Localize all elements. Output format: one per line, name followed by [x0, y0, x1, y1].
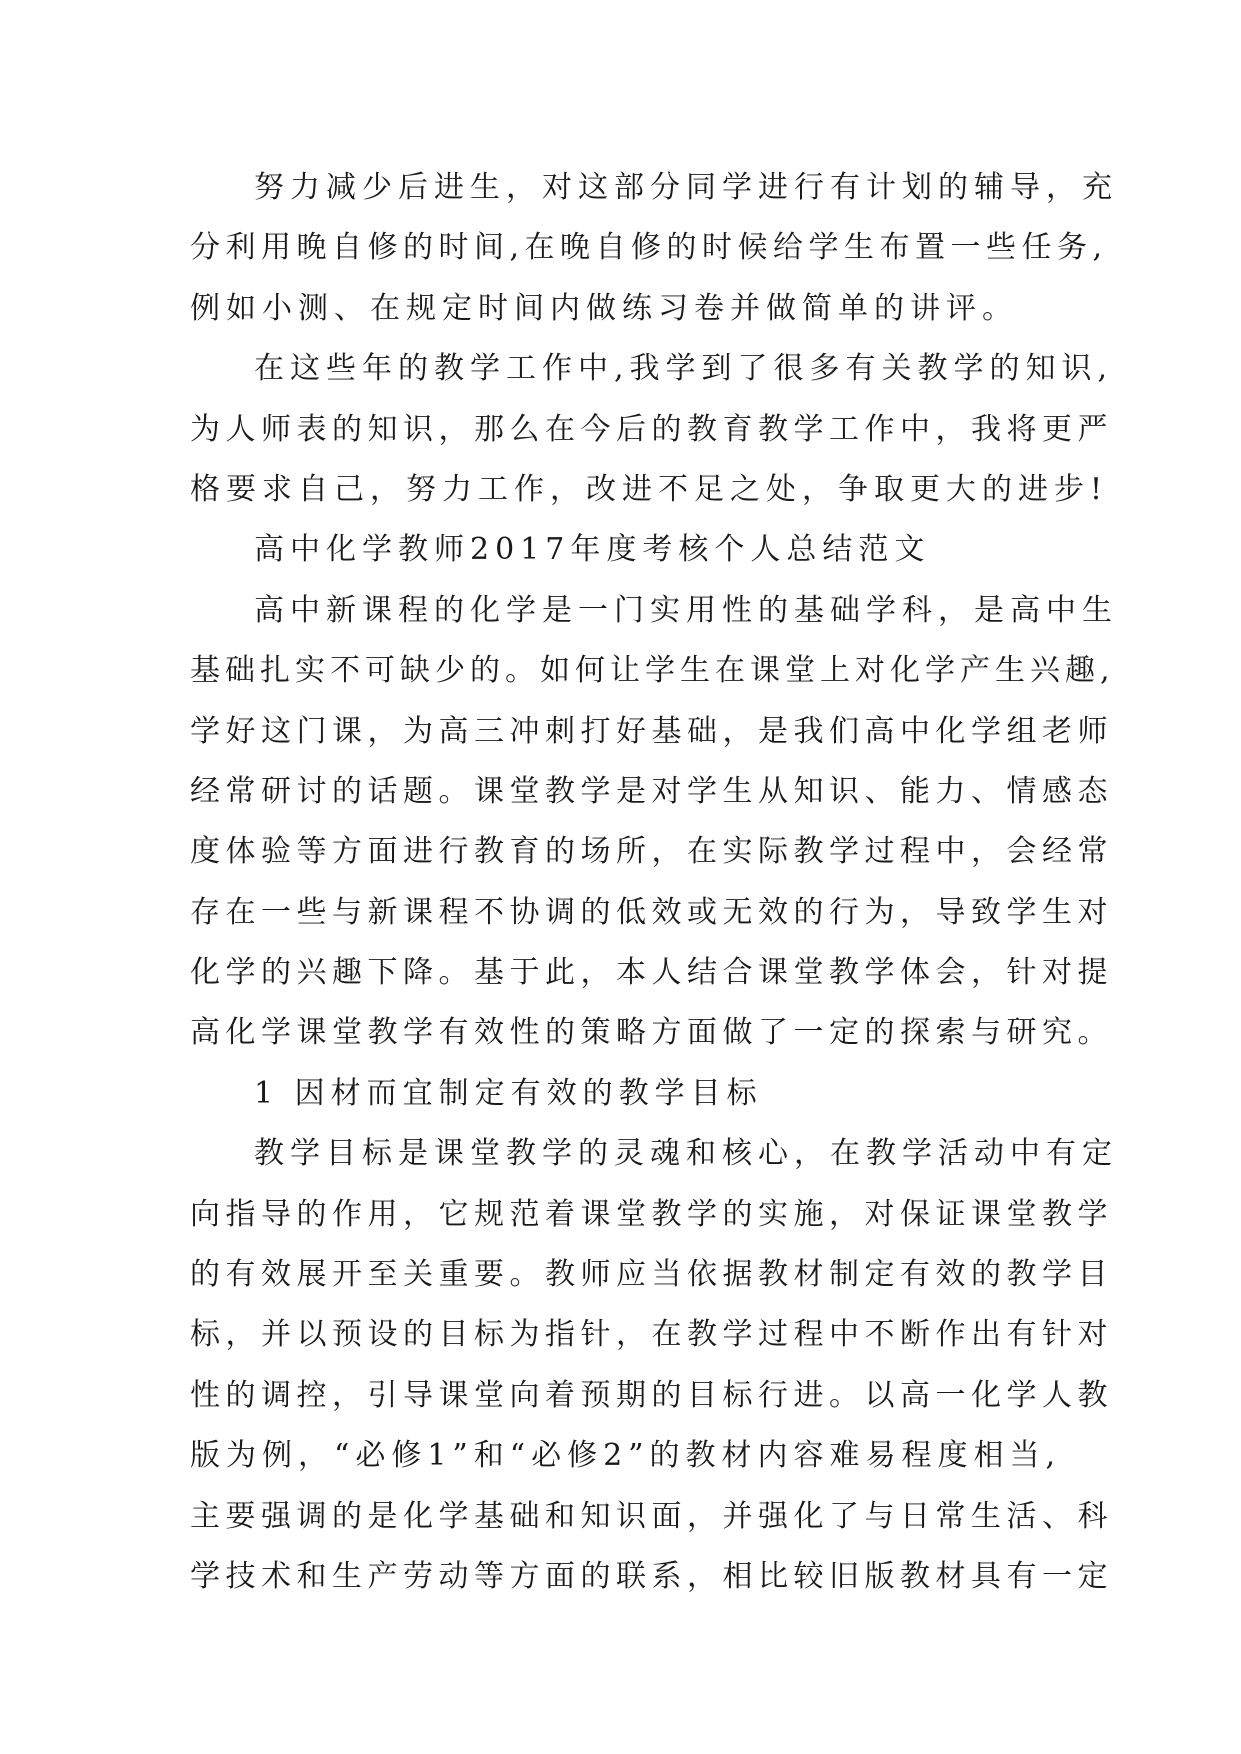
text-line: 经常研讨的话题。课堂教学是对学生从知识、能力、情感态 — [190, 773, 1113, 809]
text-line: 向指导的作用，它规范着课堂教学的实施，对保证课堂教学 — [190, 1196, 1113, 1232]
text-line: 化学的兴趣下降。基于此，本人结合课堂教学体会，针对提 — [190, 955, 1113, 991]
text-line: 版为例，“必修1”和“必修2”的教材内容难易程度相当, — [190, 1438, 1062, 1474]
text-line: 主要强调的是化学基础和知识面，并强化了与日常生活、科 — [190, 1498, 1113, 1534]
text-line: 的有效展开至关重要。教师应当依据教材制定有效的教学目 — [190, 1257, 1113, 1293]
text-line: 努力减少后进生，对这部分同学进行有计划的辅导，充 — [254, 170, 1118, 205]
text-line: 1 因材而宜制定有效的教学目标 — [254, 1075, 763, 1111]
text-line: 教学目标是课堂教学的灵魂和核心，在教学活动中有定 — [254, 1136, 1118, 1172]
text-line: 在这些年的教学工作中,我学到了很多有关教学的知识, — [254, 351, 1114, 387]
text-line: 性的调控，引导课堂向着预期的目标行进。以高一化学人教 — [190, 1377, 1113, 1413]
text-line: 标，并以预设的目标为指针，在教学过程中不断作出有针对 — [190, 1317, 1113, 1353]
text-line: 格要求自己，努力工作，改进不足之处，争取更大的进步! — [190, 471, 1109, 507]
text-line: 存在一些与新课程不协调的低效或无效的行为，导致学生对 — [190, 894, 1113, 930]
text-line: 分利用晚自修的时间,在晚自修的时候给学生布置一些任务, — [190, 230, 1108, 266]
text-line: 高中新课程的化学是一门实用性的基础学科，是高中生 — [254, 592, 1118, 628]
text-line: 例如小测、在规定时间内做练习卷并做简单的讲评。 — [190, 290, 1018, 326]
text-line: 高中化学教师2017年度考核个人总结范文 — [254, 532, 931, 568]
text-line: 为人师表的知识，那么在今后的教育教学工作中，我将更严 — [190, 411, 1113, 447]
text-line: 基础扎实不可缺少的。如何让学生在课堂上对化学产生兴趣, — [190, 653, 1115, 689]
text-line: 学技术和生产劳动等方面的联系，相比较旧版教材具有一定 — [190, 1558, 1113, 1594]
text-line: 高化学课堂教学有效性的策略方面做了一定的探索与研究。 — [190, 1015, 1113, 1051]
text-line: 度体验等方面进行教育的场所，在实际教学过程中，会经常 — [190, 834, 1113, 870]
document-body — [190, 158, 1118, 1607]
text-line: 学好这门课，为高三冲刺打好基础，是我们高中化学组老师 — [190, 713, 1113, 749]
